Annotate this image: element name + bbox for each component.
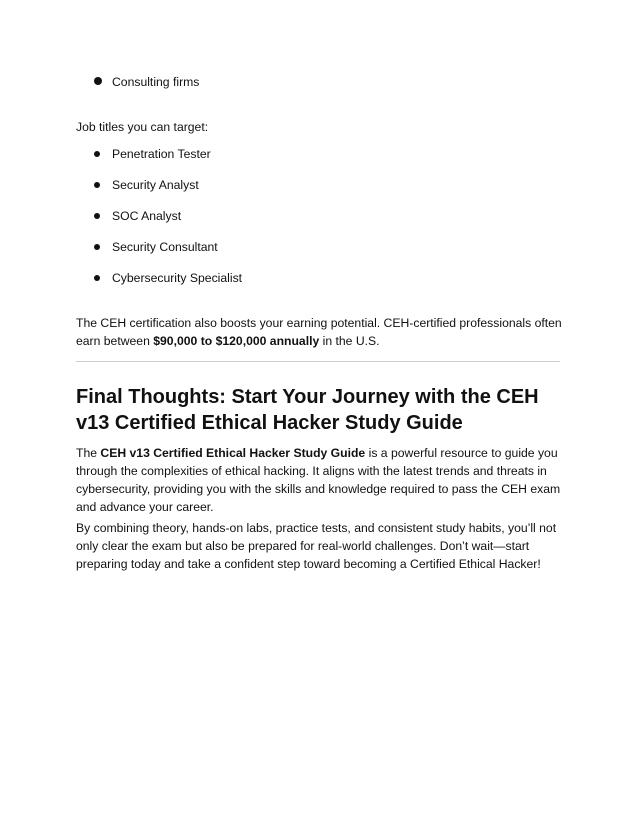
final-p1-text-2: is a powerful resource to guide you through the complexities of ethical hacking. It aligns with the latest trends and threats in cybersecurity, providing you with the skills and knowledge required to pass the CEH exam and advance your career. [76, 446, 561, 514]
list-item-text: Consulting firms [112, 75, 200, 89]
list-item-text: Security Analyst [112, 178, 199, 192]
final-paragraph-2: By combining theory, hands-on labs, practice tests, and consistent study habits, you’ll not only clear the exam but also be prepared for real-world challenges. Don’t wait—start preparing today and take a confident step toward becoming a Certified Ethical Hacker! [76, 521, 557, 571]
list-item [112, 208, 242, 224]
section-divider [76, 361, 560, 362]
earnings-salary-range: $90,000 to $120,000 annually [153, 334, 320, 348]
bullet-icon [94, 213, 100, 219]
list-item-text: Cybersecurity Specialist [112, 271, 243, 285]
list-item-text: Security Consultant [112, 240, 218, 254]
bullet-icon [94, 77, 102, 85]
job-titles-intro: Job titles you can target: [76, 120, 209, 134]
bullet-icon [94, 275, 100, 281]
earnings-text-2: in the U.S. [319, 334, 380, 348]
list-item [112, 239, 242, 255]
bullet-icon [94, 244, 100, 250]
earnings-text-1: The CEH certification also boosts your earning potential. CEH-certified professionals often earn between [76, 316, 562, 348]
job-titles-list [112, 146, 242, 286]
final-thoughts-heading: Final Thoughts: Start Your Journey with the CEH v13 Certified Ethical Hacker Study Guide [76, 386, 539, 434]
earnings-paragraph [76, 314, 568, 350]
bullet-icon [94, 151, 100, 157]
list-item [112, 177, 242, 193]
list-item [112, 146, 242, 162]
final-paragraph-1 [76, 444, 564, 516]
list-item-text: SOC Analyst [112, 209, 182, 223]
list-item-text: Penetration Tester [112, 147, 211, 161]
bullet-icon [94, 182, 100, 188]
list-item [112, 270, 242, 286]
list-item [112, 74, 199, 90]
study-guide-title: CEH v13 Certified Ethical Hacker Study Guide [100, 446, 366, 460]
top-bullet-list [112, 74, 199, 90]
final-p1-text-1: The [76, 446, 101, 460]
